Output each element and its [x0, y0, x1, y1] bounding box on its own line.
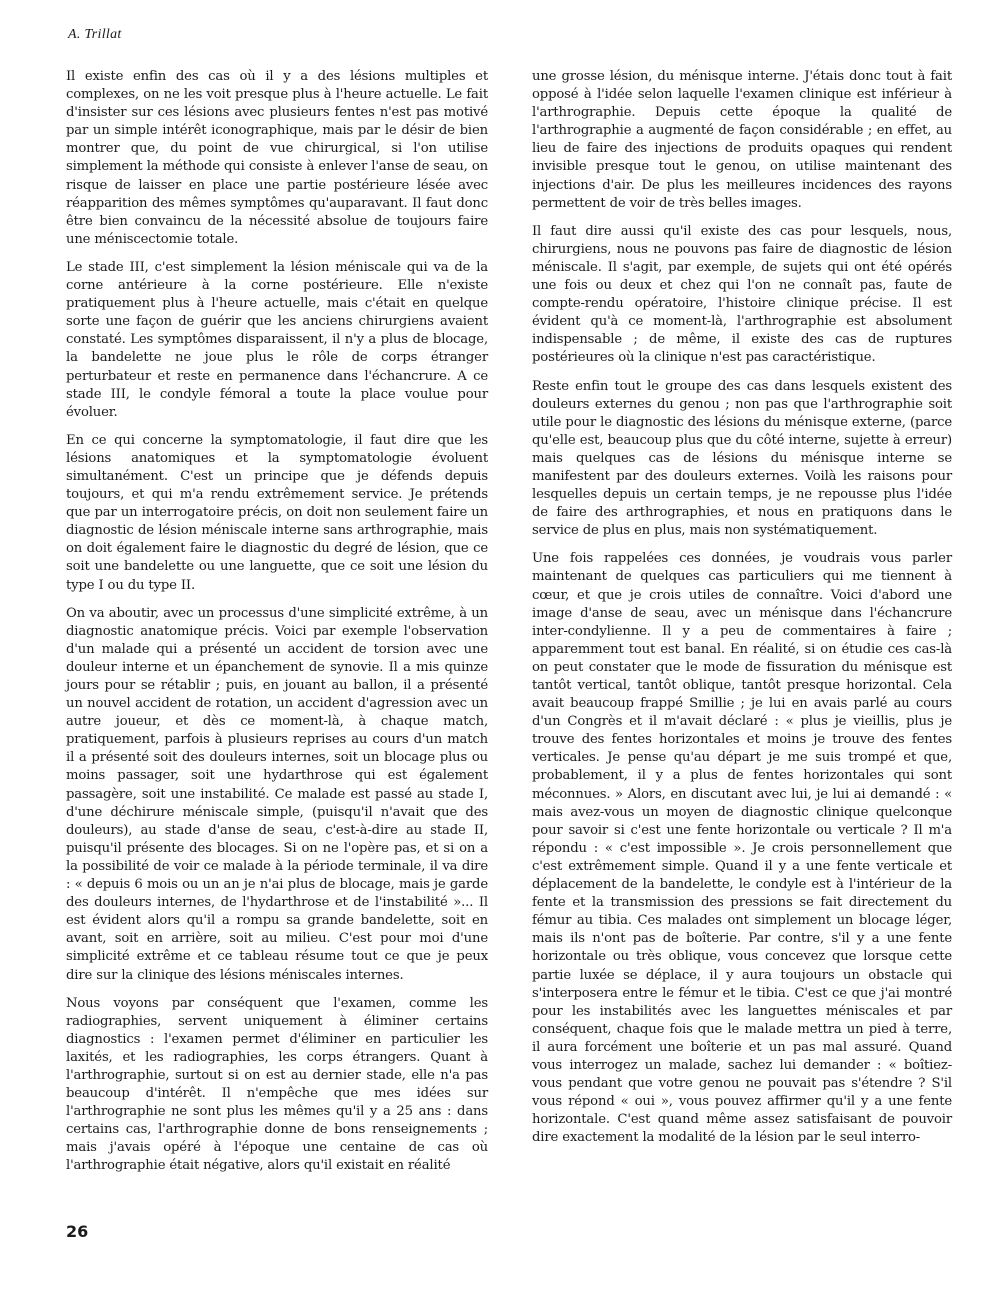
paragraph: une grosse lésion, du ménisque interne. J'étais donc tout à fait opposé à l'idée selon laquelle l'examen clinique est inférieur à l'arthrographie. Depuis cette époque la qualité de l'arthrographie a augmenté de façon considérable ; en effet, au lieu de faire des injections de produits opaques qui rendent invisible presque tout le genou, on utilise maintenant des injections d'air. De plus les meilleures incidences des rayons permettent de voir de très belles images. [532, 69, 952, 211]
page-number: 26 [66, 1222, 89, 1241]
paragraph: En ce qui concerne la symptomatologie, il faut dire que les lésions anatomiques et la symptomatologie évoluent simultanément. C'est un principe que je défends depuis toujours, et qui m'a rendu extrêmement service. Je prétends que par un interrogatoire précis, on doit non seulement faire un diagnostic de lésion méniscale interne sans arthrographie, mais on doit également faire le diagnostic du degré de lésion, que ce soit une bandelette ou une languette, que ce soit une lésion du type I ou du type II. [66, 432, 488, 593]
paragraph: Le stade III, c'est simplement la lésion méniscale qui va de la corne antérieure à la corne postérieure. Elle n'existe pratiquement plus à l'heure actuelle, mais c'était en quelque sorte une façon de guérir que les anciens chirurgiens avaient constaté. Les symptômes disparaissent, il n'y a plus de blocage, la bandelette ne joue plus le rôle de corps étranger perturbateur et reste en permanence dans l'échancrure. A ce stade III, le condyle fémoral a toute la place voulue pour évoluer. [66, 259, 488, 420]
text-column-right [532, 68, 952, 1157]
paragraph: Nous voyons par conséquent que l'examen, comme les radiographies, servent uniquement à éliminer certains diagnostics : l'examen permet d'éliminer en particulier les laxités, et les radiographies, les corps étrangers. Quant à l'arthrographie, surtout si on est au dernier stade, elle n'a pas beaucoup d'intérêt. Il n'empêche que mes idées sur l'arthrographie ne sont plus les mêmes qu'il y a 25 ans : dans certains cas, l'arthrographie donne de bons renseignements ; mais j'avais opéré à l'époque une centaine de cas où l'arthrographie était négative, alors qu'il existait en réalité [66, 995, 488, 1174]
paragraph: On va aboutir, avec un processus d'une simplicité extrême, à un diagnostic anatomique précis. Voici par exemple l'observation d'un malade qui a présenté un accident de torsion avec une douleur interne et un épanchement de synovie. Il a mis quinze jours pour se rétablir ; puis, en jouant au ballon, il a présenté un nouvel accident de rotation, un accident d'agression avec un autre joueur, et dès ce moment-là, à chaque match, pratiquement, parfois à plusieurs reprises au cours d'un match il a présenté soit des douleurs internes, soit un blocage plus ou moins passager, soit une hydarthrose qui est également passagère, soit une instabilité. Ce malade est passé au stade I, d'une déchirure méniscale simple, (puisqu'il n'avait que des douleurs), au stade d'anse de seau, c'est-à-dire au stade II, puisqu'il présente des blocages. Si on ne l'opère pas, et si on a la possibilité de voir ce malade à la période terminale, il va dire : « depuis 6 mois ou un an je n'ai plus de blocage, mais je garde des douleurs internes, de l'hydarthrose et de l'instabilité »... Il est évident alors qu'il a rompu sa grande bandelette, soit en avant, soit en arrière, soit au milieu. C'est pour moi d'une simplicité extrême et ce tableau résume tout ce que je peux dire sur la clinique des lésions méniscales internes. [66, 605, 488, 983]
paragraph: Une fois rappelées ces données, je voudrais vous parler maintenant de quelques cas particuliers qui me tiennent à cœur, et que je crois utiles de connaître. Voici d'abord une image d'anse de seau, avec un ménisque dans l'échancrure inter-condylienne. Il y a peu de commentaires à faire ; apparemment tout est banal. En réalité, si on étudie ces cas-là on peut constater que le mode de fissuration du ménisque est tantôt vertical, tantôt oblique, tantôt presque horizontal. Cela avait beaucoup frappé Smillie ; je lui en avais parlé au cours d'un Congrès et il m'avait déclaré : « plus je vieillis, plus je trouve des fentes horizontales et moins je trouve des fentes verticales. Je pense qu'au départ je me suis trompé et que, probablement, il y a plus de fentes horizontales qui sont méconnues. » Alors, en discutant avec lui, je lui ai demandé : « mais avez-vous un moyen de diagnostic clinique quelconque pour savoir si c'est une fente horizontale ou verticale ? Il m'a répondu : « c'est impossible ». Je crois personnellement que c'est extrêmement simple. Quand il y a une fente verticale et déplacement de la bandelette, le condyle est à l'intérieur de la fente et la transmission des pressions se fait directement du fémur au tibia. Ces malades ont simplement un blocage léger, mais ils n'ont pas de boîterie. Par contre, s'il y a une fente horizontale ou très oblique, vous concevez que lorsque cette partie luxée se déplace, il y aura toujours un obstacle qui s'interposera entre le fémur et le tibia. C'est ce que j'ai montré pour les instabilités avec les languettes méniscales et par conséquent, chaque fois que le malade mettra un pied à terre, il aura forcément une boîterie et un pas mal assuré. Quand vous interrogez un malade, sachez lui demander : « boîtiez-vous pendant que votre genou ne pouvait pas s'étendre ? S'il vous répond « oui », vous pouvez affirmer qu'il y a une fente horizontale. C'est quand même assez satisfaisant de pouvoir dire exactement la modalité de la lésion par le seul interro- [532, 551, 952, 1146]
paragraph: Reste enfin tout le groupe des cas dans lesquels existent des douleurs externes du genou ; non pas que l'arthrographie soit utile pour le diagnostic des lésions du ménisque externe, (parce qu'elle est, beaucoup plus que du côté interne, sujette à erreur) mais quelques cas de lésions du ménisque interne se manifestent par des douleurs externes. Voilà les raisons pour lesquelles depuis un certain temps, je ne repousse plus l'idée de faire des arthrographies, et nous en pratiquons dans le service de plus en plus, mais non systématiquement. [532, 378, 952, 539]
paragraph: Il faut dire aussi qu'il existe des cas pour lesquels, nous, chirurgiens, nous ne pouvons pas faire de diagnostic de lésion méniscale. Il s'agit, par exemple, de sujets qui ont été opérés une fois ou deux et chez qui l'on ne connaît pas, faute de compte-rendu opératoire, l'histoire clinique précise. Il est évident qu'à ce moment-là, l'arthrographie est absolument indispensable ; de même, il existe des cas de ruptures postérieures où la clinique n'est pas caractéristique. [532, 223, 952, 366]
paragraph: Il existe enfin des cas où il y a des lésions multiples et complexes, on ne les voit presque plus à l'heure actuelle. Le fait d'insister sur ces lésions avec plusieurs fentes n'est pas motivé par un simple intérêt iconographique, mais par le désir de bien montrer que, du point de vue chirurgical, si l'on utilise simplement la méthode qui consiste à enlever l'anse de seau, on risque de laisser en place une partie postérieure lésée avec réapparition des mêmes symptômes qu'auparavant. Il faut donc être bien convaincu de la nécessité absolue de toujours faire une méniscectomie totale. [66, 69, 488, 247]
running-head-author: A. Trillat [68, 27, 122, 42]
text-column-left [66, 68, 488, 1186]
